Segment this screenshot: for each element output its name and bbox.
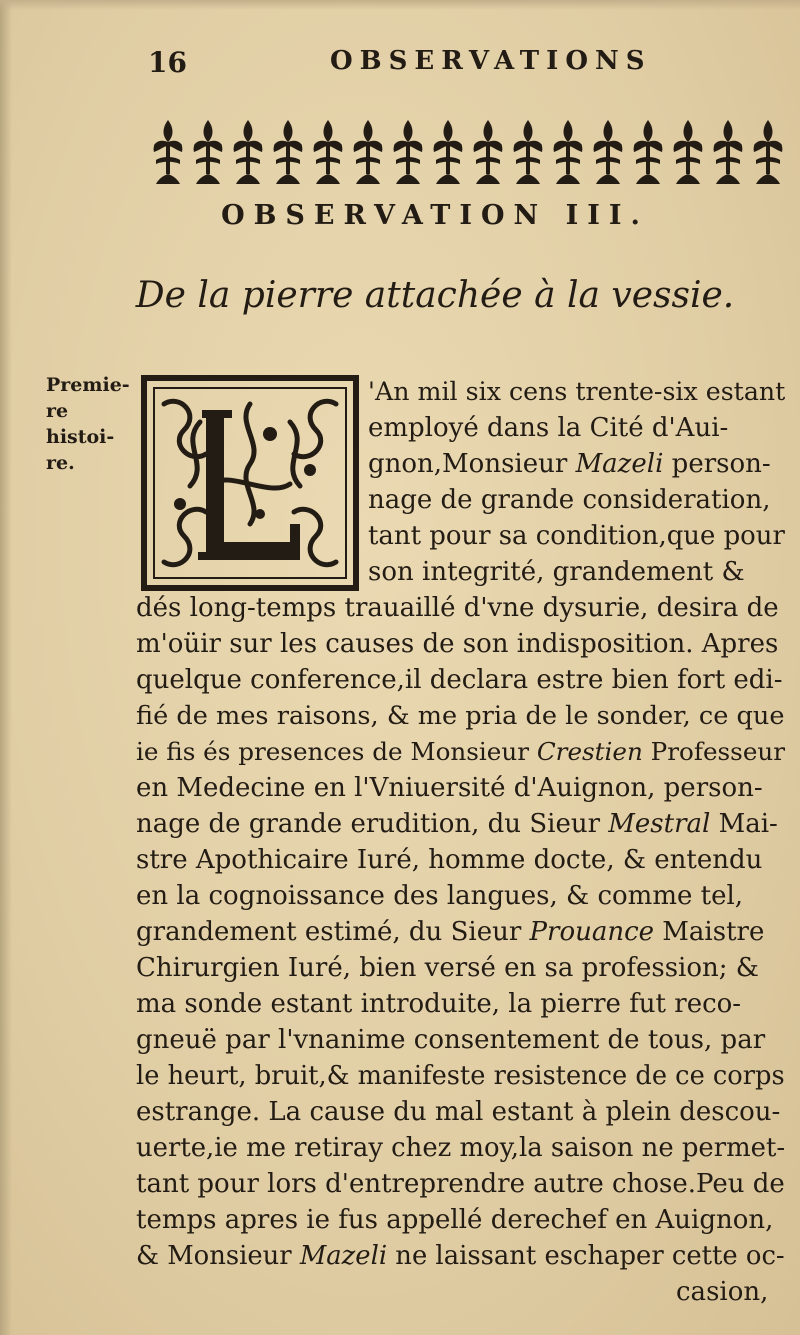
text-segment: employé dans la Cité d'Aui- xyxy=(368,413,729,443)
text-segment: nage de grande consideration, xyxy=(368,485,771,515)
text-segment: Maistre xyxy=(654,917,765,947)
running-title: OBSERVATIONS xyxy=(330,46,652,76)
text-line xyxy=(368,518,785,554)
text-segment: uerte,ie me retiray chez moy,la saison ne permet- xyxy=(136,1133,786,1163)
text-line xyxy=(136,1130,785,1166)
text-line xyxy=(136,770,763,806)
text-segment: tant pour lors d'entreprendre autre chose.Peu de xyxy=(136,1169,785,1199)
text-line xyxy=(136,626,778,662)
text-segment: le heurt, bruit,& manifeste resistence de ce corps xyxy=(136,1061,785,1091)
text-segment: casion, xyxy=(676,1277,769,1307)
text-segment: en la cognoissance des langues, & comme tel, xyxy=(136,881,744,911)
page-top-shadow xyxy=(0,0,800,10)
text-line xyxy=(368,410,728,446)
fleuron-ornament-band xyxy=(148,116,788,186)
text-segment: gnon,Monsieur xyxy=(368,449,576,479)
decorated-initial-letter xyxy=(140,374,360,592)
text-segment: tant pour sa condition,que pour xyxy=(368,521,785,551)
running-head xyxy=(0,42,800,82)
text-segment: stre Apothicaire Iuré, homme docte, & entendu xyxy=(136,845,763,875)
text-line xyxy=(136,914,764,950)
text-segment: temps apres ie fus appellé derechef en Auignon, xyxy=(136,1205,774,1235)
text-segment: Mazeli xyxy=(575,449,664,479)
page-number: 16 xyxy=(148,46,187,79)
text-segment: son integrité, grandement & xyxy=(368,557,745,587)
text-segment: ne laissant eschaper cette oc- xyxy=(387,1241,785,1271)
text-line xyxy=(136,1058,785,1094)
text-segment: Prouance xyxy=(529,917,655,947)
text-segment: gneuë par l'vnanime consentement de tous, par xyxy=(136,1025,766,1055)
text-segment: en Medecine en l'Vniuersité d'Auignon, person- xyxy=(136,773,763,803)
text-segment: Chirurgien Iuré, bien versé en sa profession; & xyxy=(136,953,759,983)
text-line xyxy=(368,482,770,518)
text-line xyxy=(136,698,785,734)
text-segment: 'An mil six cens trente-six estant xyxy=(368,377,786,406)
text-line xyxy=(136,1022,765,1058)
text-segment: Mazeli xyxy=(299,1241,388,1271)
margin-note-line: re. xyxy=(46,452,75,474)
text-segment: ma sonde estant introduite, la pierre fut reco- xyxy=(136,989,742,1019)
text-segment: fié de mes raisons, & me pria de le sonder, ce que xyxy=(136,701,785,731)
text-segment: nage de grande erudition, du Sieur xyxy=(136,809,609,839)
text-line xyxy=(136,734,785,770)
text-line xyxy=(136,950,759,986)
text-segment: Mai- xyxy=(710,809,778,839)
text-line xyxy=(368,554,745,590)
margin-note xyxy=(46,372,136,476)
text-segment: Crestien xyxy=(536,737,643,766)
text-segment: Professeur xyxy=(642,737,786,766)
text-segment: m'oüir sur les causes de son indisposition. Apres xyxy=(136,629,779,659)
text-segment: person- xyxy=(663,449,771,479)
text-line xyxy=(676,1274,768,1310)
text-line xyxy=(368,374,785,410)
text-line xyxy=(136,842,762,878)
text-segment: dés long-temps trauaillé d'vne dysurie, desira de xyxy=(136,593,779,623)
text-segment: Mestral xyxy=(608,809,711,839)
text-line xyxy=(136,662,783,698)
margin-note-line: Premie- xyxy=(46,374,130,396)
observation-heading: OBSERVATION III. xyxy=(221,200,649,231)
margin-note-line: re histoi- xyxy=(46,400,115,448)
text-segment: grandement estimé, du Sieur xyxy=(136,917,530,947)
text-line xyxy=(136,1166,785,1202)
text-line xyxy=(136,806,778,842)
text-line xyxy=(136,1238,785,1274)
observation-subtitle: De la pierre attachée à la vessie. xyxy=(135,275,735,316)
text-segment: ie fis és presences de Monsieur xyxy=(136,737,537,766)
text-line xyxy=(136,1202,773,1238)
text-line xyxy=(136,878,743,914)
text-segment: & Monsieur xyxy=(136,1241,300,1271)
initial-letter-glyph: L xyxy=(140,374,141,375)
text-segment: estrange. La cause du mal estant à plein descou- xyxy=(136,1097,781,1127)
text-line xyxy=(136,1094,780,1130)
text-segment: quelque conference,il declara estre bien fort edi- xyxy=(136,665,783,695)
text-line xyxy=(136,590,779,626)
text-line xyxy=(368,446,771,482)
text-line xyxy=(136,986,741,1022)
